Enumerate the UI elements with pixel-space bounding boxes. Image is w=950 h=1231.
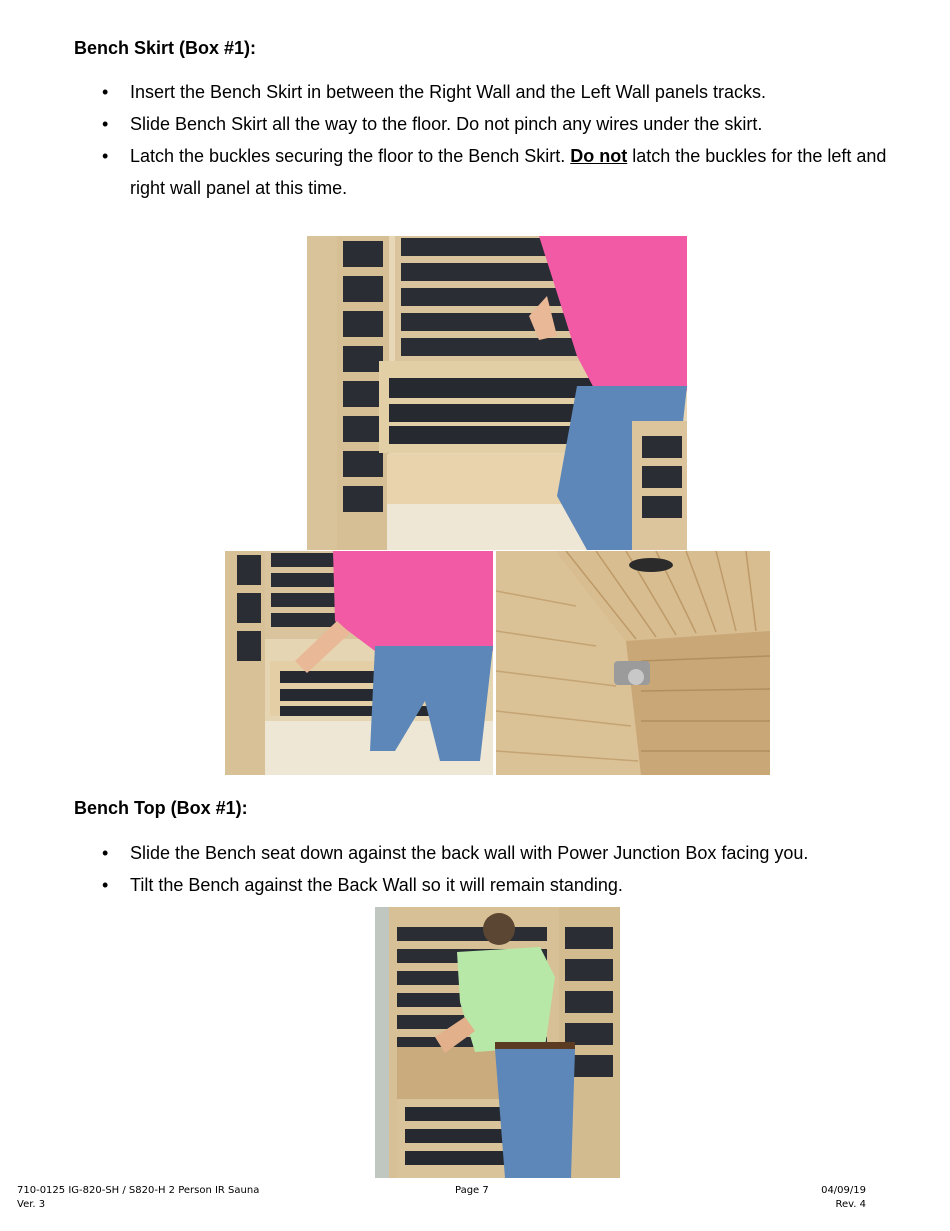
document-id: 710-0125 IG-820-SH / S820-H 2 Person IR Sauna (17, 1185, 260, 1196)
footer-right (821, 1184, 866, 1212)
document-revision: Rev. 4 (835, 1199, 866, 1210)
list-item: • Slide Bench Skirt all the way to the floor. Do not pinch any wires under the skirt. (102, 108, 902, 140)
photo-tilt-bench (375, 907, 620, 1178)
list-item: • Slide the Bench seat down against the back wall with Power Junction Box facing you. (102, 837, 902, 869)
document-date: 04/09/19 (821, 1185, 866, 1196)
do-not-emphasis: Do not (570, 146, 628, 166)
section-heading-bench-top: Bench Top (Box #1): (74, 798, 248, 818)
instruction-text: latch the buckles for the left and right wall panel at this time. (130, 146, 887, 198)
list-item (102, 140, 902, 204)
photo-buckle-detail (496, 551, 770, 775)
bench-skirt-instructions (102, 76, 902, 204)
instruction-text: Latch the buckles securing the floor to the Bench Skirt. (130, 146, 571, 166)
footer-left (17, 1184, 259, 1212)
section-heading-bench-skirt: Bench Skirt (Box #1): (74, 38, 257, 58)
list-item: • Insert the Bench Skirt in between the Right Wall and the Left Wall panels tracks. (102, 76, 902, 108)
bench-top-instructions (102, 837, 902, 901)
document-version: Ver. 3 (17, 1199, 46, 1210)
list-item: • Tilt the Bench against the Back Wall so it will remain standing. (102, 869, 902, 901)
photo-insert-bench-skirt (307, 236, 687, 550)
photo-latch-buckles (225, 551, 493, 775)
page-number: Page 7 (455, 1185, 489, 1196)
